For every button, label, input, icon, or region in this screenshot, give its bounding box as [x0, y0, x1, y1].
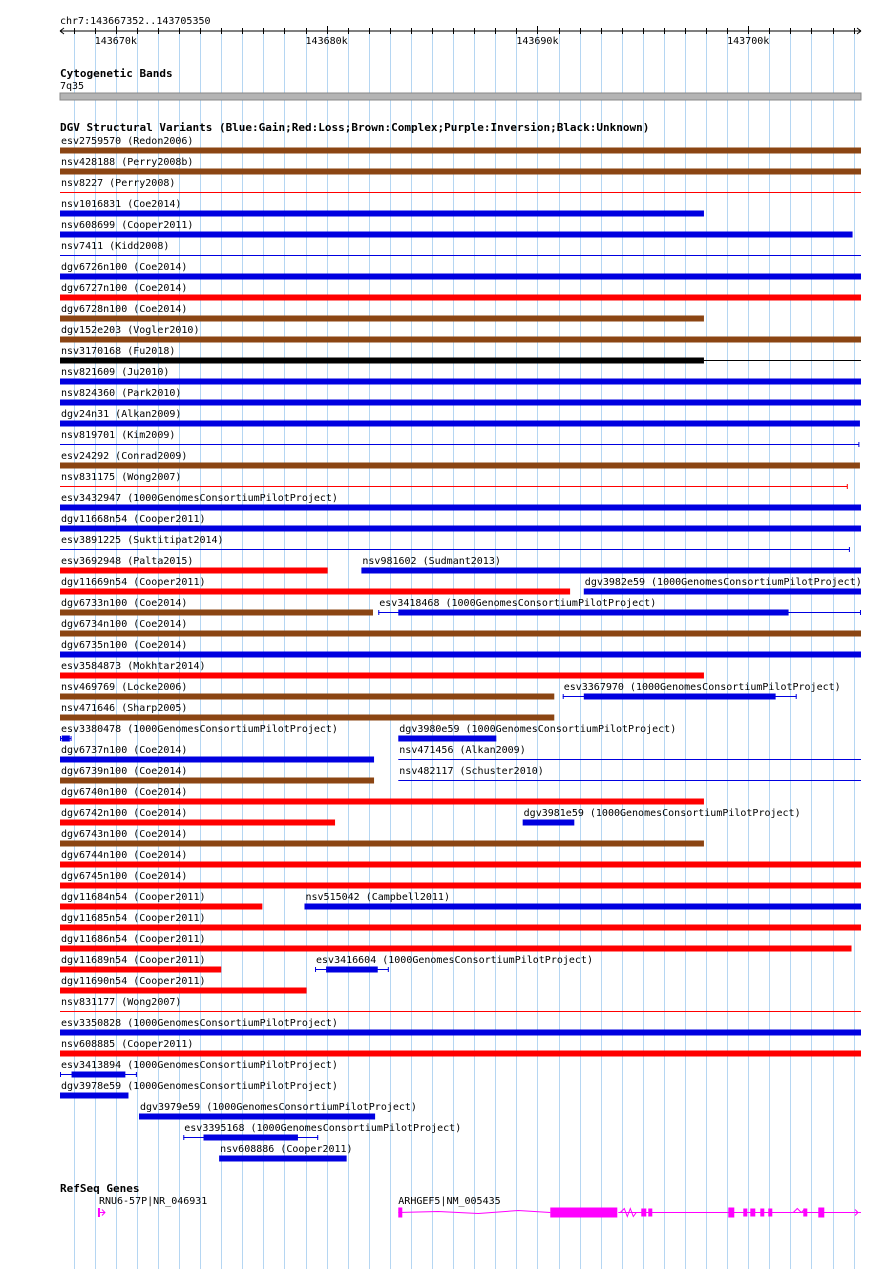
dgv-feature[interactable] — [60, 682, 554, 700]
dgv-feature-bar[interactable] — [60, 295, 861, 301]
refseq-exon — [550, 1208, 617, 1218]
dgv-feature-label: nsv7411 (Kidd2008) — [61, 241, 170, 252]
dgv-feature[interactable] — [523, 808, 801, 826]
dgv-feature[interactable] — [398, 745, 861, 760]
ruler-track — [60, 16, 861, 47]
dgv-feature-label: dgv11685n54 (Cooper2011) — [61, 913, 206, 924]
cyto-band-label: 7q35 — [60, 81, 85, 92]
dgv-feature[interactable] — [60, 997, 861, 1012]
dgv-feature[interactable] — [60, 136, 861, 154]
dgv-feature-label: nsv981602 (Sudmant2013) — [362, 556, 501, 567]
dgv-feature[interactable] — [60, 283, 861, 301]
dgv-feature-label: nsv471456 (Alkan2009) — [399, 745, 526, 756]
dgv-feature-bar[interactable] — [326, 967, 378, 973]
dgv-feature-bar[interactable] — [398, 736, 496, 742]
dgv-feature[interactable] — [304, 892, 861, 910]
dgv-feature-bar[interactable] — [60, 841, 704, 847]
dgv-feature-label: dgv6726n100 (Coe2014) — [61, 262, 188, 273]
refseq-strand-arrow — [100, 1210, 105, 1216]
dgv-feature-label: esv3395168 (1000GenomesConsortiumPilotProject) — [184, 1123, 462, 1134]
dgv-feature-bar[interactable] — [60, 148, 861, 154]
dgv-feature-bar[interactable] — [60, 715, 554, 721]
dgv-feature-bar[interactable] — [60, 463, 860, 469]
dgv-feature-label: nsv1016831 (Coe2014) — [61, 199, 182, 210]
cyto-track-title: Cytogenetic Bands — [60, 67, 173, 80]
dgv-feature[interactable] — [60, 829, 704, 847]
dgv-feature-label: nsv831175 (Wong2007) — [61, 472, 182, 483]
dgv-feature-bar[interactable] — [361, 568, 861, 574]
dgv-feature[interactable] — [378, 598, 861, 616]
dgv-feature-label: dgv3978e59 (1000GenomesConsortiumPilotProject) — [61, 1081, 338, 1092]
refseq-exon — [818, 1208, 824, 1218]
dgv-feature[interactable] — [60, 346, 861, 364]
refseq-exon — [760, 1209, 764, 1217]
dgv-feature[interactable] — [60, 871, 861, 889]
dgv-feature-label: nsv821609 (Ju2010) — [61, 367, 170, 378]
dgv-feature-bar[interactable] — [204, 1135, 298, 1141]
refseq-genes-track — [60, 1182, 861, 1218]
dgv-feature-label: dgv6744n100 (Coe2014) — [61, 850, 188, 861]
dgv-feature-label: esv3584873 (Mokhtar2014) — [61, 661, 206, 672]
dgv-feature-bar[interactable] — [60, 925, 861, 931]
dgv-feature[interactable] — [60, 1018, 861, 1036]
dgv-feature[interactable] — [60, 976, 307, 994]
cytogenetic-bands-track — [60, 67, 861, 100]
dgv-feature-bar[interactable] — [60, 988, 307, 994]
dgv-feature[interactable] — [60, 619, 861, 637]
dgv-feature-label: dgv6727n100 (Coe2014) — [61, 283, 188, 294]
dgv-feature[interactable] — [60, 766, 374, 784]
dgv-feature-label: dgv11669n54 (Cooper2011) — [61, 577, 206, 588]
dgv-feature-bar[interactable] — [60, 631, 861, 637]
dgv-feature[interactable] — [60, 724, 338, 742]
dgv-feature-label: esv3367970 (1000GenomesConsortiumPilotProject) — [563, 682, 841, 693]
dgv-feature[interactable] — [60, 1081, 338, 1099]
dgv-feature[interactable] — [60, 955, 221, 973]
location-label: chr7:143667352..143705350 — [60, 16, 211, 27]
dgv-feature[interactable] — [60, 913, 861, 931]
dgv-feature-label: nsv608699 (Cooper2011) — [61, 220, 194, 231]
dgv-feature-label: dgv6745n100 (Coe2014) — [61, 871, 188, 882]
dgv-feature-label: esv24292 (Conrad2009) — [61, 451, 188, 462]
dgv-features — [60, 136, 862, 1162]
dgv-feature-bar[interactable] — [219, 1156, 347, 1162]
dgv-feature-label: esv3350828 (1000GenomesConsortiumPilotProject) — [61, 1018, 338, 1029]
dgv-feature-label: dgv6735n100 (Coe2014) — [61, 640, 188, 651]
dgv-feature-bar[interactable] — [60, 778, 374, 784]
dgv-feature-label: dgv11689n54 (Cooper2011) — [61, 955, 206, 966]
dgv-feature-bar[interactable] — [60, 610, 373, 616]
dgv-feature-label: dgv11668n54 (Cooper2011) — [61, 514, 206, 525]
refseq-gene[interactable] — [99, 1196, 207, 1217]
dgv-feature-bar[interactable] — [584, 694, 776, 700]
dgv-feature-label: dgv6728n100 (Coe2014) — [61, 304, 188, 315]
dgv-feature-bar[interactable] — [398, 610, 788, 616]
dgv-feature[interactable] — [60, 1039, 861, 1057]
dgv-feature-label: esv3891225 (Suktitipat2014) — [61, 535, 224, 546]
dgv-feature-bar[interactable] — [60, 757, 374, 763]
dgv-feature[interactable] — [60, 178, 861, 193]
dgv-feature[interactable] — [60, 745, 374, 763]
ruler-tick-label: 143700k — [727, 36, 770, 47]
dgv-feature-bar[interactable] — [523, 820, 575, 826]
dgv-track — [60, 121, 862, 1162]
dgv-feature[interactable] — [60, 451, 860, 469]
dgv-feature-bar[interactable] — [60, 967, 221, 973]
dgv-feature[interactable] — [60, 892, 262, 910]
dgv-feature-label: nsv471646 (Sharp2005) — [61, 703, 188, 714]
dgv-feature-bar[interactable] — [60, 316, 704, 322]
refseq-gene[interactable] — [398, 1196, 861, 1218]
dgv-feature-label: dgv6743n100 (Coe2014) — [61, 829, 188, 840]
dgv-feature-label: dgv6734n100 (Coe2014) — [61, 619, 188, 630]
dgv-feature[interactable] — [60, 262, 861, 280]
refseq-exon — [398, 1208, 402, 1218]
dgv-feature[interactable] — [60, 934, 852, 952]
dgv-feature-bar[interactable] — [60, 337, 861, 343]
refseq-exon — [750, 1209, 755, 1217]
cyto-band-bar[interactable] — [60, 93, 861, 100]
dgv-feature-label: nsv831177 (Wong2007) — [61, 997, 182, 1008]
dgv-feature-label: nsv819701 (Kim2009) — [61, 430, 176, 441]
dgv-feature[interactable] — [60, 325, 861, 343]
dgv-feature-label: dgv6733n100 (Coe2014) — [61, 598, 188, 609]
dgv-feature-bar[interactable] — [60, 589, 570, 595]
dgv-feature-label: esv3432947 (1000GenomesConsortiumPilotProject) — [61, 493, 338, 504]
dgv-feature-label: nsv515042 (Campbell2011) — [305, 892, 450, 903]
dgv-feature-label: nsv608886 (Cooper2011) — [220, 1144, 353, 1155]
dgv-feature[interactable] — [563, 682, 841, 700]
dgv-feature-label: dgv152e203 (Vogler2010) — [61, 325, 200, 336]
dgv-feature-bar[interactable] — [60, 232, 853, 238]
dgv-feature-bar[interactable] — [60, 568, 328, 574]
dgv-feature[interactable] — [584, 577, 862, 595]
dgv-feature-label: dgv6740n100 (Coe2014) — [61, 787, 188, 798]
dgv-feature[interactable] — [219, 1144, 352, 1162]
refseq-exon — [648, 1209, 652, 1217]
ruler-tick-label: 143670k — [94, 36, 137, 47]
dgv-feature-label: nsv3170168 (Fu2018) — [61, 346, 176, 357]
dgv-feature-label: nsv8227 (Perry2008) — [61, 178, 176, 189]
dgv-feature-label: esv3380478 (1000GenomesConsortiumPilotProject) — [61, 724, 338, 735]
dgv-feature[interactable] — [139, 1102, 417, 1120]
ruler-ticks — [60, 26, 861, 47]
dgv-feature-label: esv3413894 (1000GenomesConsortiumPilotProject) — [61, 1060, 338, 1071]
ruler-tick-label: 143680k — [305, 36, 348, 47]
dgv-feature-bar[interactable] — [60, 505, 861, 511]
dgv-feature-bar[interactable] — [60, 379, 861, 385]
dgv-feature[interactable] — [60, 787, 704, 805]
dgv-feature-bar[interactable] — [60, 1093, 128, 1099]
dgv-feature-bar[interactable] — [72, 1072, 126, 1078]
dgv-feature[interactable] — [60, 199, 704, 217]
dgv-feature-label: dgv6737n100 (Coe2014) — [61, 745, 188, 756]
dgv-feature[interactable] — [60, 577, 570, 595]
dgv-feature-label: nsv608885 (Cooper2011) — [61, 1039, 194, 1050]
dgv-feature-label: dgv3981e59 (1000GenomesConsortiumPilotProject) — [523, 808, 801, 819]
dgv-feature-label: dgv6742n100 (Coe2014) — [61, 808, 188, 819]
dgv-feature-label: nsv428188 (Perry2008b) — [61, 157, 194, 168]
dgv-feature-label: dgv3982e59 (1000GenomesConsortiumPilotProject) — [584, 577, 862, 588]
dgv-feature-bar[interactable] — [139, 1114, 375, 1120]
dgv-feature[interactable] — [398, 766, 861, 781]
dgv-feature-bar[interactable] — [304, 904, 861, 910]
dgv-feature-bar[interactable] — [60, 1030, 861, 1036]
dgv-feature[interactable] — [183, 1123, 461, 1141]
dgv-feature-bar[interactable] — [62, 736, 70, 742]
dgv-feature[interactable] — [60, 640, 861, 658]
dgv-feature[interactable] — [60, 598, 373, 616]
dgv-feature-label: dgv11684n54 (Cooper2011) — [61, 892, 206, 903]
dgv-feature-label: nsv824360 (Park2010) — [61, 388, 182, 399]
dgv-feature-bar[interactable] — [60, 652, 861, 658]
dgv-feature-bar[interactable] — [60, 820, 335, 826]
dgv-feature[interactable] — [60, 703, 554, 721]
dgv-feature-bar[interactable] — [60, 358, 704, 364]
dgv-feature[interactable] — [60, 1060, 338, 1078]
dgv-feature[interactable] — [60, 493, 861, 511]
dgv-feature-label: dgv11690n54 (Cooper2011) — [61, 976, 206, 987]
dgv-feature-label: esv3416604 (1000GenomesConsortiumPilotProject) — [316, 955, 593, 966]
dgv-feature-bar[interactable] — [60, 673, 704, 679]
dgv-feature-bar[interactable] — [60, 799, 704, 805]
dgv-feature[interactable] — [60, 556, 328, 574]
dgv-feature-label: esv3692948 (Palta2015) — [61, 556, 194, 567]
refseq-exon — [743, 1209, 747, 1217]
dgv-feature-bar[interactable] — [60, 694, 554, 700]
dgv-feature[interactable] — [60, 661, 704, 679]
dgv-feature[interactable] — [60, 514, 861, 532]
dgv-feature[interactable] — [60, 850, 861, 868]
dgv-feature[interactable] — [315, 955, 593, 973]
dgv-feature[interactable] — [60, 367, 861, 385]
dgv-feature-label: esv3418468 (1000GenomesConsortiumPilotProject) — [379, 598, 657, 609]
dgv-feature-bar[interactable] — [60, 1051, 861, 1057]
dgv-feature-bar[interactable] — [60, 862, 861, 868]
dgv-feature-bar[interactable] — [584, 589, 861, 595]
dgv-feature[interactable] — [361, 556, 861, 574]
dgv-feature-label: dgv3979e59 (1000GenomesConsortiumPilotProject) — [140, 1102, 417, 1113]
refseq-track-title: RefSeq Genes — [60, 1182, 140, 1195]
dgv-feature-label: dgv24n31 (Alkan2009) — [61, 409, 182, 420]
dgv-feature-bar[interactable] — [60, 169, 861, 175]
dgv-feature[interactable] — [60, 220, 853, 238]
refseq-exon — [728, 1208, 734, 1218]
dgv-feature[interactable] — [60, 157, 861, 175]
dgv-feature-label: nsv469769 (Locke2006) — [61, 682, 188, 693]
dgv-feature-bar[interactable] — [60, 526, 861, 532]
dgv-feature-bar[interactable] — [60, 400, 861, 406]
dgv-feature-bar[interactable] — [60, 946, 852, 952]
refseq-exon — [768, 1209, 772, 1217]
dgv-feature[interactable] — [60, 409, 860, 427]
dgv-feature-label: dgv11686n54 (Cooper2011) — [61, 934, 206, 945]
dgv-feature-bar[interactable] — [60, 904, 262, 910]
dgv-feature-bar[interactable] — [60, 211, 704, 217]
dgv-feature-bar[interactable] — [60, 883, 861, 889]
dgv-feature-bar[interactable] — [60, 274, 861, 280]
refseq-exon — [641, 1209, 646, 1217]
dgv-track-title: DGV Structural Variants (Blue:Gain;Red:Loss;Brown:Complex;Purple:Inversion;Black:Unknown) — [60, 121, 650, 134]
dgv-feature[interactable] — [60, 388, 861, 406]
ruler-tick-label: 143690k — [516, 36, 559, 47]
dgv-feature-label: nsv482117 (Schuster2010) — [399, 766, 544, 777]
dgv-feature-label: esv2759570 (Redon2006) — [61, 136, 194, 147]
dgv-feature[interactable] — [60, 241, 861, 256]
dgv-feature[interactable] — [60, 808, 335, 826]
refseq-genes — [99, 1196, 861, 1218]
dgv-feature-label: dgv3980e59 (1000GenomesConsortiumPilotProject) — [399, 724, 677, 735]
dgv-feature[interactable] — [60, 535, 849, 552]
dgv-feature-label: dgv6739n100 (Coe2014) — [61, 766, 188, 777]
dgv-feature[interactable] — [60, 304, 704, 322]
refseq-gene-label: RNU6-57P|NR_046931 — [98, 1196, 208, 1207]
dgv-feature-bar[interactable] — [60, 421, 860, 427]
refseq-gene-label: ARHGEF5|NM_005435 — [398, 1196, 501, 1207]
